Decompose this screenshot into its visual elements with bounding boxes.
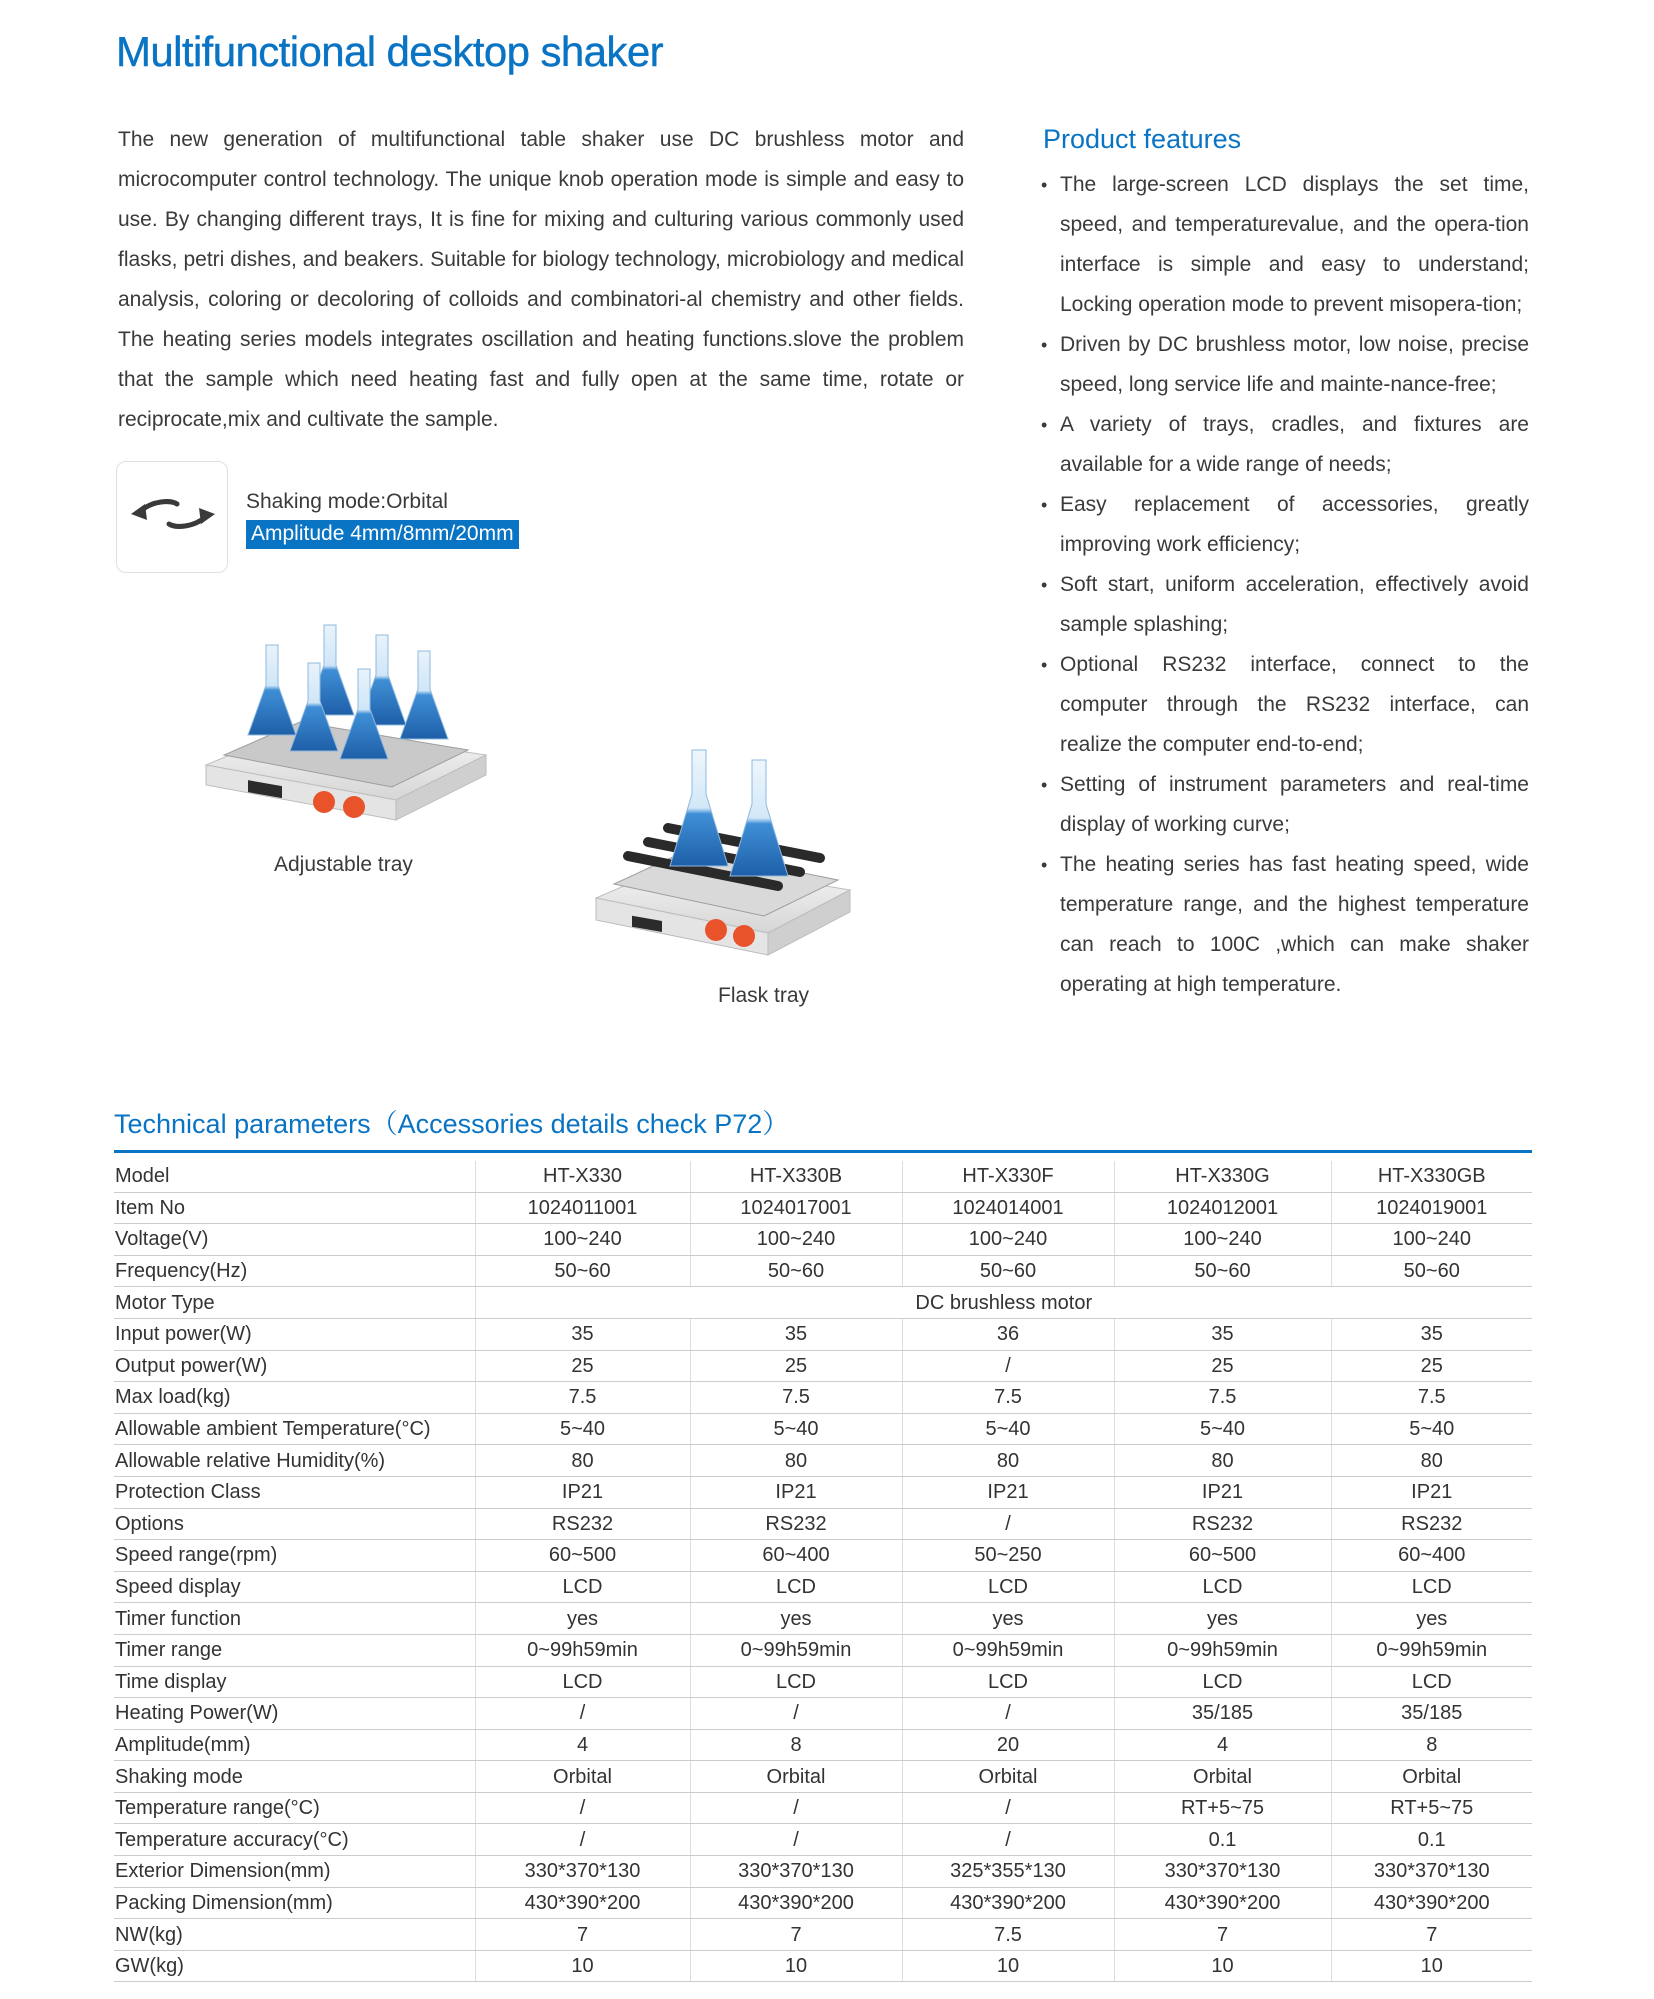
param-value: 35 [1331,1318,1532,1350]
param-value: 7 [475,1919,690,1951]
shaking-mode-label: Shaking mode:Orbital [246,490,448,513]
param-value: 8 [690,1729,902,1761]
feature-item: • Driven by DC brushless motor, low noise, precise speed, long service life and mainte-nance-free; [1043,325,1529,405]
adjustable-tray-caption: Adjustable tray [274,853,413,876]
flask-tray-image [588,738,858,966]
param-label: Allowable relative Humidity(%) [114,1445,475,1477]
param-value: 7.5 [1331,1382,1532,1414]
intro-paragraph: The new generation of multifunctional table shaker use DC brushless motor and microcomputer control technology. The unique knob operation mode is simple and easy to use. By changing different trays, It is fine for mixing and culturing various commonly used flasks, petri dishes, and beakers. Suitable for biology technology, microbiology and medical analysis, coloring or decoloring of colloids and combinatori-al chemistry and other fields. The heating series models integrates oscillation and heating functions.slove the problem that the sample which need heating fast and fully open at the same time, rotate or reciprocate,mix and cultivate the sample. [118,128,964,431]
param-label: Max load(kg) [114,1382,475,1414]
param-value: 100~240 [1331,1224,1532,1256]
param-value: 330*370*130 [1331,1856,1532,1888]
param-label: Exterior Dimension(mm) [114,1856,475,1888]
param-value: 430*390*200 [1331,1887,1532,1919]
param-label: Shaking mode [114,1761,475,1793]
param-value: / [475,1824,690,1856]
param-value: 50~250 [902,1540,1114,1572]
param-value: 50~60 [1331,1255,1532,1287]
table-row [114,1192,1532,1224]
param-value: 10 [1114,1950,1331,1982]
param-value: 7 [1114,1919,1331,1951]
param-value: 50~60 [1114,1255,1331,1287]
param-label: Protection Class [114,1476,475,1508]
param-value: 5~40 [1331,1413,1532,1445]
table-row [114,1792,1532,1824]
param-value: 7.5 [690,1382,902,1414]
param-value: 7.5 [1114,1382,1331,1414]
param-value: / [902,1792,1114,1824]
table-row [114,1950,1532,1982]
param-label: Item No [114,1192,475,1224]
feature-item: • Easy replacement of accessories, greatly improving work efficiency; [1043,485,1529,565]
param-value: 330*370*130 [690,1856,902,1888]
table-row [114,1161,1532,1192]
param-value: 1024012001 [1114,1192,1331,1224]
param-value: 0~99h59min [1331,1634,1532,1666]
param-value: 80 [690,1445,902,1477]
param-value: yes [690,1603,902,1635]
feature-item: • The heating series has fast heating speed, wide temperature range, and the highest temperature can reach to 100C ,which can make shaker operating at high temperature. [1043,845,1529,1005]
param-label: Heating Power(W) [114,1698,475,1730]
param-value: 100~240 [475,1224,690,1256]
param-value: 8 [1331,1729,1532,1761]
param-value: 430*390*200 [902,1887,1114,1919]
param-value: IP21 [1331,1476,1532,1508]
param-value: 10 [475,1950,690,1982]
param-value: RT+5~75 [1331,1792,1532,1824]
param-label: Motor Type [114,1287,475,1319]
table-row [114,1919,1532,1951]
param-value: 10 [902,1950,1114,1982]
param-value: 20 [902,1729,1114,1761]
param-value: RS232 [690,1508,902,1540]
param-value: 4 [1114,1729,1331,1761]
param-value: 80 [902,1445,1114,1477]
param-value: 0~99h59min [690,1634,902,1666]
adjustable-tray-image [196,605,496,830]
param-value: LCD [475,1571,690,1603]
param-value: HT-X330GB [1331,1161,1532,1192]
param-value: HT-X330F [902,1161,1114,1192]
table-row [114,1634,1532,1666]
param-value: 1024014001 [902,1192,1114,1224]
param-value: LCD [1114,1571,1331,1603]
param-value: 1024017001 [690,1192,902,1224]
param-value: 10 [1331,1950,1532,1982]
param-value: 10 [690,1950,902,1982]
param-value: 80 [1331,1445,1532,1477]
param-value: DC brushless motor [475,1287,1532,1319]
param-value: 25 [1331,1350,1532,1382]
param-value: RS232 [475,1508,690,1540]
param-value: RT+5~75 [1114,1792,1331,1824]
table-row [114,1382,1532,1414]
param-value: 35/185 [1331,1698,1532,1730]
param-label: Allowable ambient Temperature(°C) [114,1413,475,1445]
table-row [114,1287,1532,1319]
param-label: Temperature accuracy(°C) [114,1824,475,1856]
param-value: 7 [690,1919,902,1951]
param-label: Model [114,1161,475,1192]
param-value: 5~40 [902,1413,1114,1445]
param-value: LCD [475,1666,690,1698]
param-value: HT-X330G [1114,1161,1331,1192]
table-row [114,1224,1532,1256]
param-value: IP21 [1114,1476,1331,1508]
param-label: Voltage(V) [114,1224,475,1256]
product-features-title: Product features [1043,124,1242,154]
param-value: / [902,1698,1114,1730]
table-row [114,1824,1532,1856]
param-value: 100~240 [902,1224,1114,1256]
feature-item: • A variety of trays, cradles, and fixtures are available for a wide range of needs; [1043,405,1529,485]
param-value: 1024011001 [475,1192,690,1224]
param-value: yes [1114,1603,1331,1635]
param-value: / [475,1792,690,1824]
feature-item: • The large-screen LCD displays the set time, speed, and temperaturevalue, and the opera-tion interface is simple and easy to understand; Locking operation mode to prevent misopera-tion; [1043,165,1529,325]
param-value: RS232 [1114,1508,1331,1540]
param-value: 50~60 [902,1255,1114,1287]
param-value: IP21 [690,1476,902,1508]
table-row [114,1603,1532,1635]
technical-parameters-title: Technical parameters（Accessories details check P72） [114,1109,790,1139]
amplitude-badge: Amplitude 4mm/8mm/20mm [246,520,519,549]
technical-parameters-table [114,1161,1532,1982]
param-label: Packing Dimension(mm) [114,1887,475,1919]
table-row [114,1698,1532,1730]
param-value: / [690,1698,902,1730]
table-row [114,1445,1532,1477]
param-value: 60~400 [1331,1540,1532,1572]
param-label: Amplitude(mm) [114,1729,475,1761]
param-value: LCD [690,1571,902,1603]
param-value: 330*370*130 [1114,1856,1331,1888]
page-title: Multifunctional desktop shaker [116,28,663,75]
param-value: LCD [902,1666,1114,1698]
param-value: 5~40 [1114,1413,1331,1445]
param-value: LCD [1331,1666,1532,1698]
param-value: 7.5 [475,1382,690,1414]
param-value: / [690,1792,902,1824]
param-value: LCD [1331,1571,1532,1603]
param-value: 0~99h59min [1114,1634,1331,1666]
param-value: 7.5 [902,1919,1114,1951]
param-value: 100~240 [690,1224,902,1256]
param-value: 430*390*200 [1114,1887,1331,1919]
param-value: Orbital [690,1761,902,1793]
param-value: 35 [1114,1318,1331,1350]
title-rule [114,1150,1532,1153]
table-row [114,1761,1532,1793]
shaking-mode-icon-box [116,461,228,573]
table-row [114,1887,1532,1919]
product-features-list [1043,165,1529,1005]
table-row [114,1540,1532,1572]
param-label: Input power(W) [114,1318,475,1350]
param-value: 0.1 [1331,1824,1532,1856]
param-value: 100~240 [1114,1224,1331,1256]
param-value: Orbital [475,1761,690,1793]
param-value: 80 [1114,1445,1331,1477]
param-value: / [690,1824,902,1856]
param-value: 35 [475,1318,690,1350]
table-row [114,1666,1532,1698]
param-value: 80 [475,1445,690,1477]
feature-item: • Soft start, uniform acceleration, effectively avoid sample splashing; [1043,565,1529,645]
param-value: 330*370*130 [475,1856,690,1888]
orbital-arrows-icon [125,492,221,536]
param-value: 36 [902,1318,1114,1350]
param-value: 35 [690,1318,902,1350]
param-value: 1024019001 [1331,1192,1532,1224]
table-row [114,1508,1532,1540]
param-value: 60~500 [475,1540,690,1572]
param-value: LCD [1114,1666,1331,1698]
feature-item: • Setting of instrument parameters and real-time display of working curve; [1043,765,1529,845]
param-value: 60~400 [690,1540,902,1572]
param-value: / [902,1508,1114,1540]
param-value: 60~500 [1114,1540,1331,1572]
param-label: Timer function [114,1603,475,1635]
feature-item: • Optional RS232 interface, connect to the computer through the RS232 interface, can realize the computer end-to-end; [1043,645,1529,765]
param-value: Orbital [902,1761,1114,1793]
param-value: 5~40 [690,1413,902,1445]
param-value: 0~99h59min [902,1634,1114,1666]
param-value: 0~99h59min [475,1634,690,1666]
table-row [114,1350,1532,1382]
param-value: Orbital [1114,1761,1331,1793]
param-label: Options [114,1508,475,1540]
param-value: RS232 [1331,1508,1532,1540]
param-value: 50~60 [690,1255,902,1287]
param-value: 4 [475,1729,690,1761]
param-value: HT-X330B [690,1161,902,1192]
param-value: 0.1 [1114,1824,1331,1856]
param-value: 25 [475,1350,690,1382]
param-value: 7 [1331,1919,1532,1951]
param-label: Temperature range(°C) [114,1792,475,1824]
param-label: Timer range [114,1634,475,1666]
param-label: NW(kg) [114,1919,475,1951]
param-label: Frequency(Hz) [114,1255,475,1287]
table-row [114,1571,1532,1603]
param-label: Speed range(rpm) [114,1540,475,1572]
param-value: IP21 [475,1476,690,1508]
param-value: yes [475,1603,690,1635]
param-value: 35/185 [1114,1698,1331,1730]
param-label: Speed display [114,1571,475,1603]
param-value: 430*390*200 [690,1887,902,1919]
param-value: / [902,1350,1114,1382]
param-value: 25 [1114,1350,1331,1382]
param-value: Orbital [1331,1761,1532,1793]
param-label: Output power(W) [114,1350,475,1382]
param-value: yes [902,1603,1114,1635]
param-value: / [475,1698,690,1730]
param-value: / [902,1824,1114,1856]
param-label: Time display [114,1666,475,1698]
flask-tray-caption: Flask tray [718,984,810,1007]
table-row [114,1729,1532,1761]
param-value: 7.5 [902,1382,1114,1414]
table-row [114,1413,1532,1445]
table-row [114,1255,1532,1287]
param-value: 325*355*130 [902,1856,1114,1888]
param-value: HT-X330 [475,1161,690,1192]
table-row [114,1318,1532,1350]
param-value: 50~60 [475,1255,690,1287]
param-value: 430*390*200 [475,1887,690,1919]
param-value: LCD [690,1666,902,1698]
param-value: yes [1331,1603,1532,1635]
table-row [114,1856,1532,1888]
param-label: GW(kg) [114,1950,475,1982]
param-value: IP21 [902,1476,1114,1508]
param-value: 5~40 [475,1413,690,1445]
param-value: 25 [690,1350,902,1382]
param-value: LCD [902,1571,1114,1603]
table-row [114,1476,1532,1508]
